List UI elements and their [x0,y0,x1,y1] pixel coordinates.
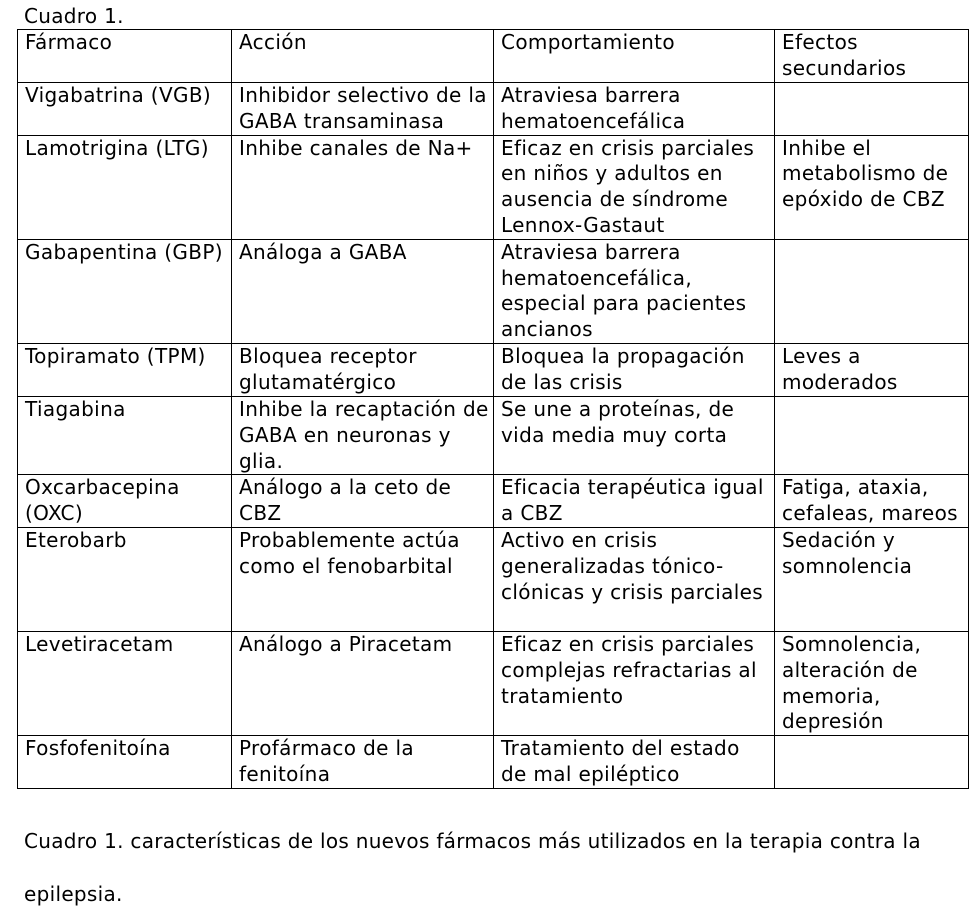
cell-farmaco: Eterobarb [18,527,232,631]
header-efectos: Efectos secundarios [775,30,969,83]
header-farmaco: Fármaco [18,30,232,83]
cell-comportamiento: Eficaz en crisis parciales en niños y adultos en ausencia de síndrome Lennox-Gastaut [494,135,775,239]
header-comportamiento: Comportamiento [494,30,775,83]
header-accion: Acción [232,30,494,83]
cell-accion: Análogo a la ceto de CBZ [232,475,494,528]
cell-comportamiento: Activo en crisis generalizadas tónico-clónicas y crisis parciales [494,527,775,631]
table-row [18,396,969,474]
cell-comportamiento: Se une a proteínas, de vida media muy corta [494,396,775,474]
cell-comportamiento: Atraviesa barrera hematoencefálica, especial para pacientes ancianos [494,239,775,343]
cell-accion: Análoga a GABA [232,239,494,343]
cell-efectos: Fatiga, ataxia, cefaleas, mareos [775,475,969,528]
cell-comportamiento: Atraviesa barrera hematoencefálica [494,83,775,136]
cell-efectos [775,239,969,343]
table-row [18,83,969,136]
cell-accion: Probablemente actúa como el fenobarbital [232,527,494,631]
table-row [18,239,969,343]
cell-farmaco: Topiramato (TPM) [18,343,232,396]
table-caption: Cuadro 1. [24,4,124,28]
table-row [18,527,969,631]
cell-accion: Inhibidor selectivo de la GABA transaminasa [232,83,494,136]
cell-farmaco: Vigabatrina (VGB) [18,83,232,136]
cell-farmaco: Fosfofenitoína [18,736,232,789]
cell-efectos: Inhibe el metabolismo de epóxido de CBZ [775,135,969,239]
cell-comportamiento: Bloquea la propagación de las crisis [494,343,775,396]
cell-farmaco: Gabapentina (GBP) [18,239,232,343]
cell-farmaco: Lamotrigina (LTG) [18,135,232,239]
cell-accion: Inhibe la recaptación de GABA en neuronas y glia. [232,396,494,474]
cell-farmaco: Tiagabina [18,396,232,474]
cell-comportamiento: Eficacia terapéutica igual a CBZ [494,475,775,528]
cell-efectos [775,83,969,136]
cell-accion: Bloquea receptor glutamatérgico [232,343,494,396]
table-row [18,736,969,789]
cell-efectos: Somnolencia, alteración de memoria, depresión [775,631,969,735]
cell-comportamiento: Tratamiento del estado de mal epiléptico [494,736,775,789]
cell-farmaco: Levetiracetam [18,631,232,735]
cell-farmaco: Oxcarbacepina (OXC) [18,475,232,528]
table-row [18,475,969,528]
cell-accion: Profármaco de la fenitoína [232,736,494,789]
cell-efectos [775,396,969,474]
cell-accion: Análogo a Piracetam [232,631,494,735]
table-row [18,135,969,239]
table-row [18,631,969,735]
cell-efectos [775,736,969,789]
table-footnote: Cuadro 1. características de los nuevos fármacos más utilizados en la terapia contra la epilepsia. [24,829,921,906]
table-header-row [18,30,969,83]
cell-comportamiento: Eficaz en crisis parciales complejas refractarias al tratamiento [494,631,775,735]
cell-efectos: Sedación y somnolencia [775,527,969,631]
drug-table [17,29,969,789]
table-row [18,343,969,396]
cell-accion: Inhibe canales de Na+ [232,135,494,239]
cell-efectos: Leves a moderados [775,343,969,396]
